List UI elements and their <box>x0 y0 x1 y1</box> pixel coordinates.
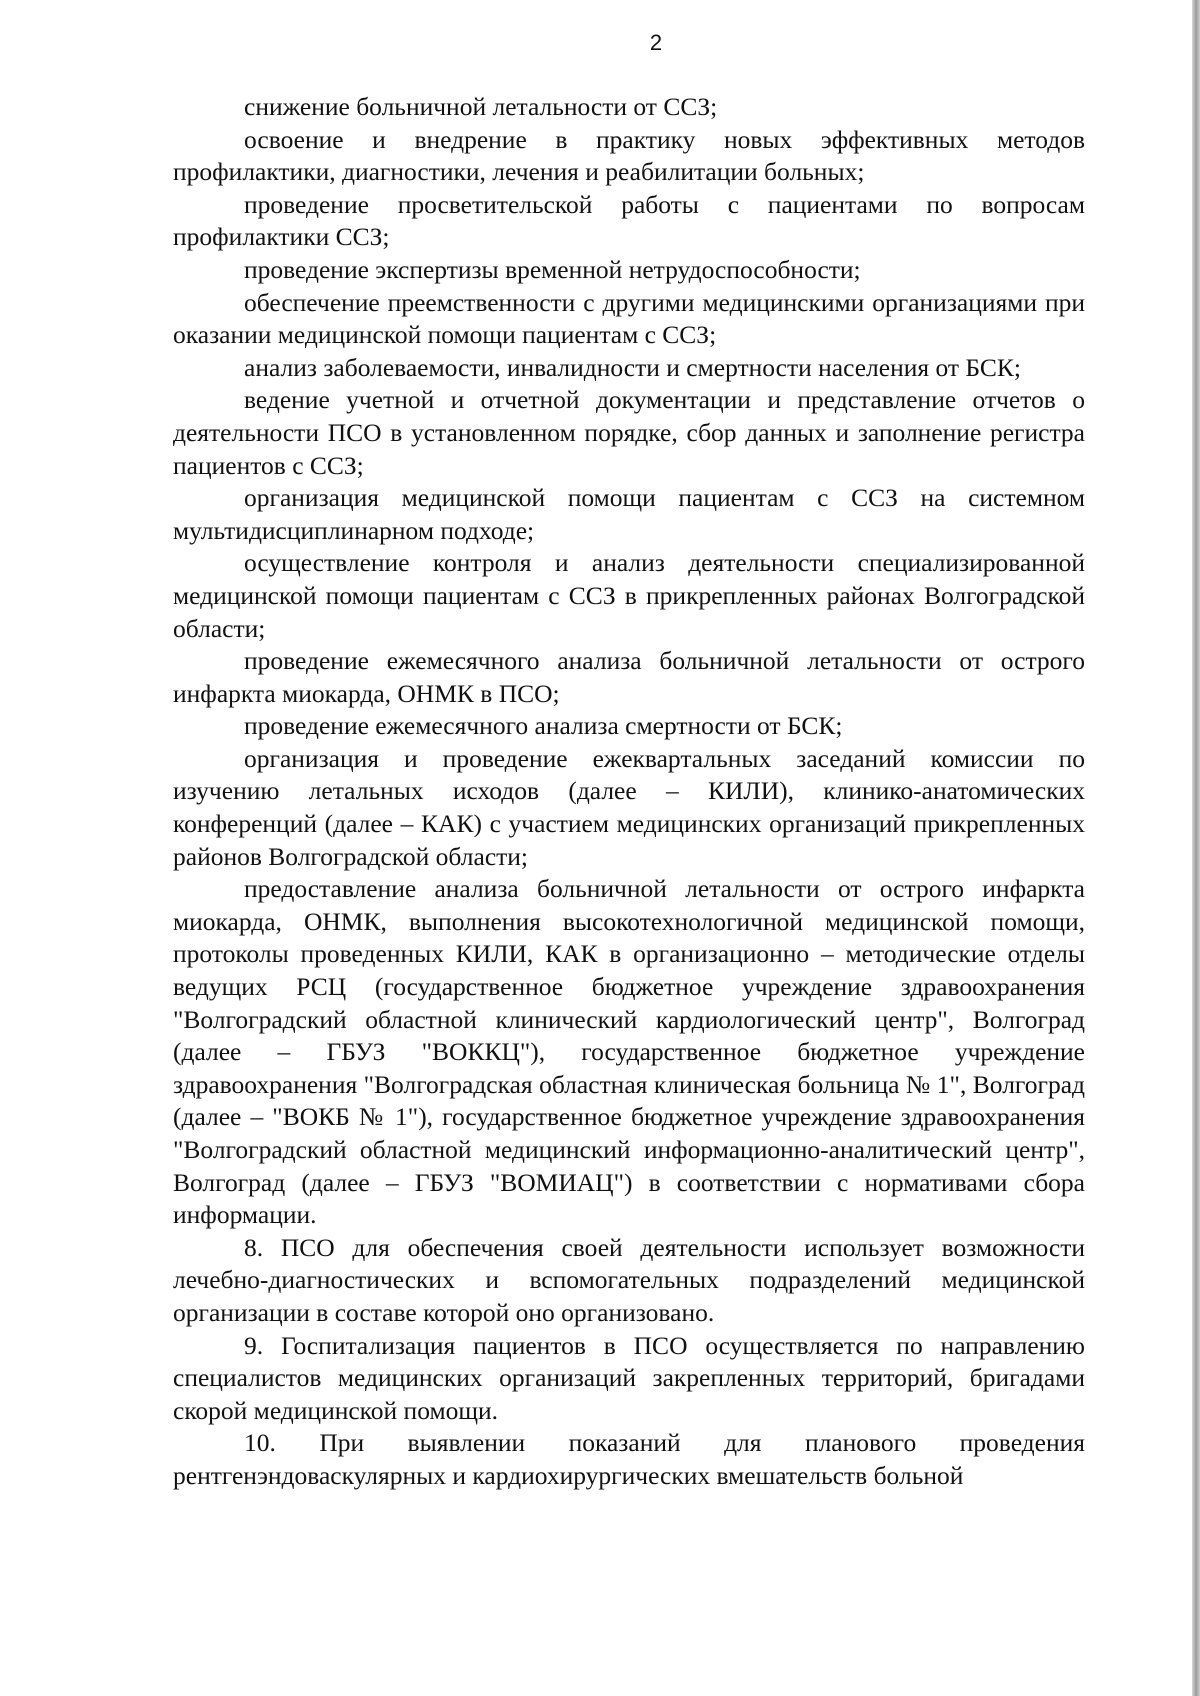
page-number: 2 <box>649 30 663 55</box>
paragraph: освоение и внедрение в практику новых эффективных методов профилактики, диагностики, лечения и реабилитации больных; <box>173 124 1085 187</box>
paragraph: 8. ПСО для обеспечения своей деятельности использует возможности лечебно-диагностических и вспомогательных подразделений медицинской организации в составе которой оно организовано. <box>173 1232 1085 1327</box>
paragraph: проведение ежемесячного анализа смертности от БСК; <box>244 711 843 741</box>
paragraph: осуществление контроля и анализ деятельности специализированной медицинской помощи пациентам с ССЗ в прикрепленных районах Волгоградской области; <box>173 548 1085 643</box>
paragraph: проведение просветительской работы с пациентами по вопросам профилактики ССЗ; <box>173 189 1085 252</box>
paragraph: проведение экспертизы временной нетрудоспособности; <box>244 254 861 284</box>
scan-edge <box>1192 0 1200 1696</box>
paragraph: 10. При выявлении показаний для планового проведения рентгенэндоваскулярных и кардиохирургических вмешательств больной <box>173 1428 1085 1490</box>
paragraph: предоставление анализа больничной летальности от острого инфаркта миокарда, ОНМК, выполнения высокотехнологичной медицинской помощи, протоколы проведенных КИЛИ, КАК в организационно – методические отделы ведущих РСЦ (государственное бюджетное учреждение здравоохранения "Волгоградский областной клинический кардиологический центр", Волгоград (далее – ГБУЗ "ВОККЦ"), государственное бюджетное учреждение здравоохранения "Волгоградская областная клиническая больница № 1", Волгоград (далее – "ВОКБ № 1"), государственное бюджетное учреждение здравоохранения "Волгоградский областной медицинский информационно-аналитический центр", Волгоград (далее – ГБУЗ "ВОМИАЦ") в соответствии с нормативами сбора информации. <box>173 874 1085 1230</box>
paragraph: обеспечение преемственности с другими медицинскими организациями при оказании медицинской помощи пациентам с ССЗ; <box>173 287 1085 350</box>
paragraph: снижение больничной летальности от ССЗ; <box>244 92 718 121</box>
document-body <box>173 91 1085 1493</box>
paragraph: ведение учетной и отчетной документации и представление отчетов о деятельности ПСО в установленном порядке, сбор данных и заполнение регистра пациентов с ССЗ; <box>173 385 1085 480</box>
paragraph: организация и проведение ежеквартальных заседаний комиссии по изучению летальных исходов (далее – КИЛИ), клинико-анатомических конференций (далее – КАК) с участием медицинских организаций прикрепленных районов Волгоградской области; <box>173 743 1085 871</box>
paragraph: организация медицинской помощи пациентам с ССЗ на системном мультидисциплинарном подходе; <box>173 483 1085 545</box>
paragraph: 9. Госпитализация пациентов в ПСО осуществляется по направлению специалистов медицинских организаций закрепленных территорий, бригадами скорой медицинской помощи. <box>173 1330 1085 1425</box>
paragraph: проведение ежемесячного анализа больничной летальности от острого инфаркта миокарда, ОНМК в ПСО; <box>173 646 1085 708</box>
paragraph: анализ заболеваемости, инвалидности и смертности населения от БСК; <box>244 352 1021 382</box>
